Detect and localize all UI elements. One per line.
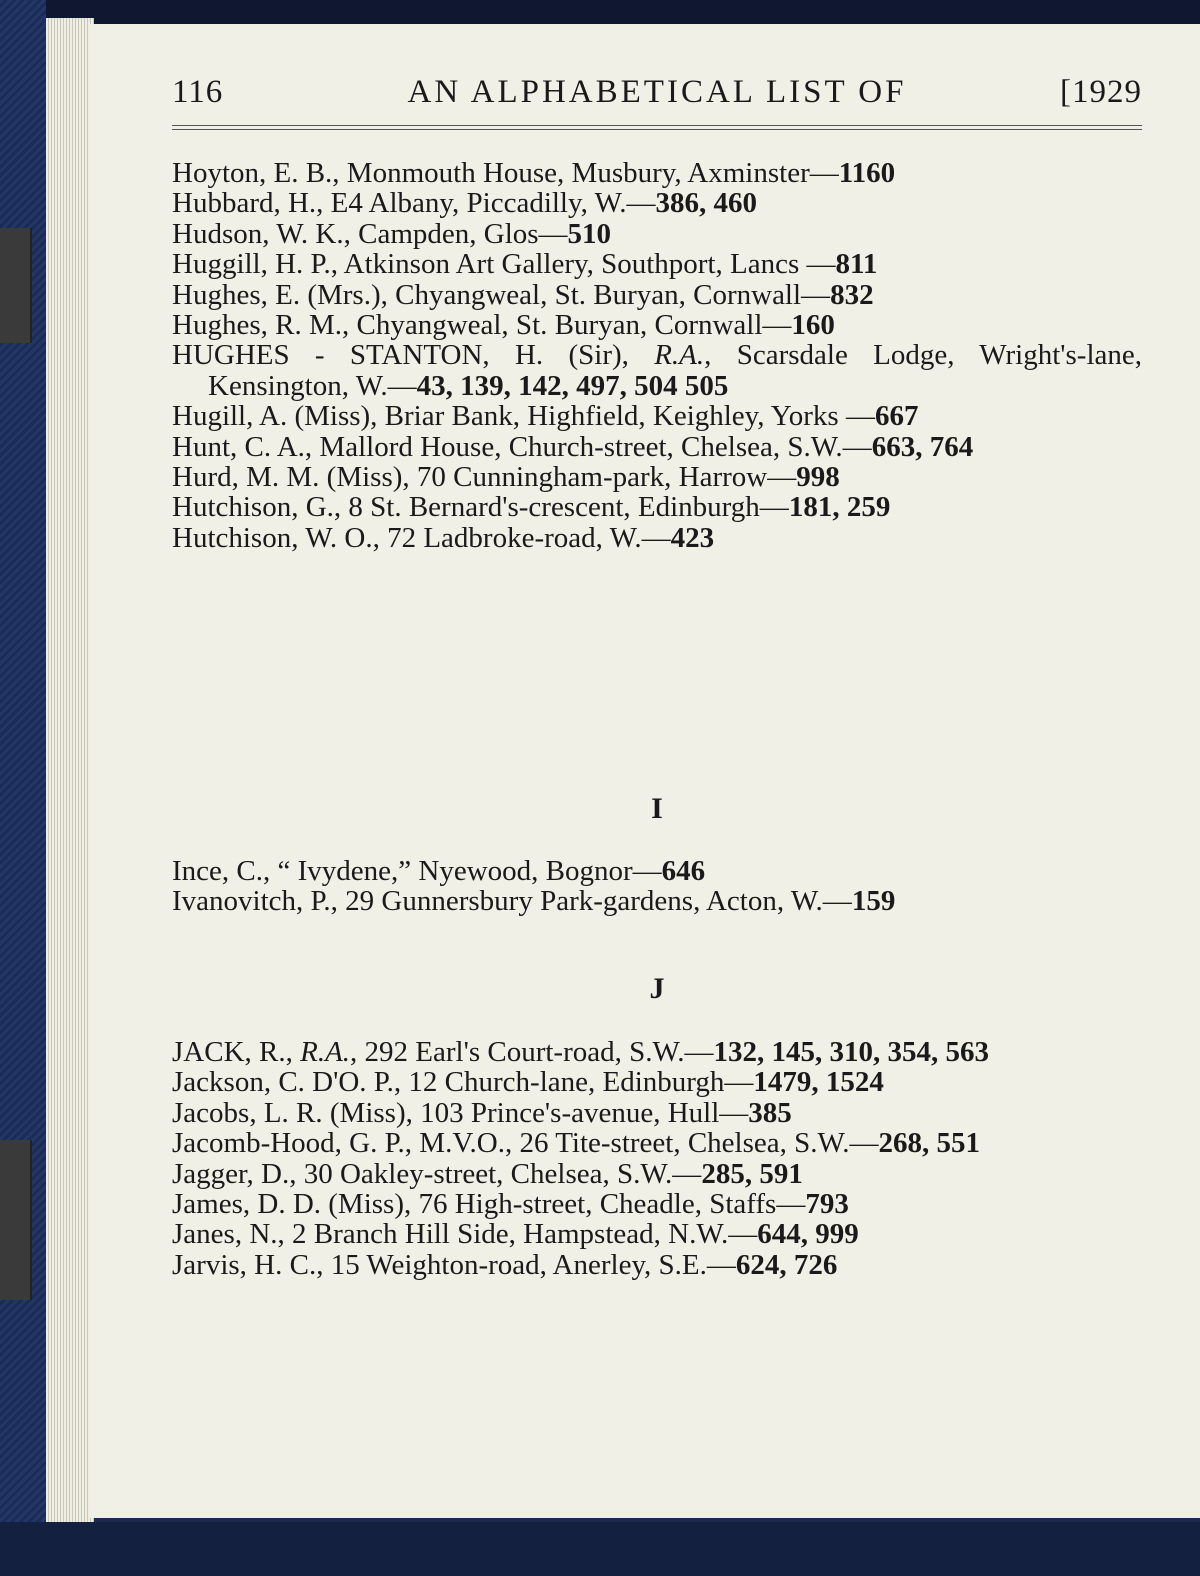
list-item: Hugill, A. (Miss), Briar Bank, Highfield, Keighley, Yorks —667 — [172, 400, 919, 433]
section-heading-j: J — [649, 972, 665, 1005]
list-item: Jacomb-Hood, G. P., M.V.O., 26 Tite-street, Chelsea, S.W.—268, 551 — [172, 1127, 980, 1160]
list-item: Hudson, W. K., Campden, Glos—510 — [172, 217, 612, 250]
section-j-entries — [172, 1037, 1142, 1280]
list-item: HUGHES - STANTON, H. (Sir), R.A., Scarsdale Lodge, Wright's-lane, Kensington, W.—43, 139, 142, 497, 504 505 — [172, 339, 1142, 402]
list-item: Hughes, R. M., Chyangweal, St. Buryan, Cornwall—160 — [172, 309, 835, 342]
list-item: Jackson, C. D'O. P., 12 Church-lane, Edinburgh—1479, 1524 — [172, 1066, 884, 1099]
list-item: Jacobs, L. R. (Miss), 103 Prince's-avenue, Hull—385 — [172, 1096, 792, 1129]
list-item: Jarvis, H. C., 15 Weighton-road, Anerley, S.E.—624, 726 — [172, 1248, 838, 1281]
header-year: [1929 — [1060, 74, 1142, 110]
header-rule — [172, 129, 1142, 130]
header-rule — [172, 125, 1142, 126]
page-edges — [46, 18, 94, 1522]
list-item: Hubbard, H., E4 Albany, Piccadilly, W.—386, 460 — [172, 187, 758, 220]
book-cover-bottom — [0, 1522, 1200, 1576]
list-item: Hughes, E. (Mrs.), Chyangweal, St. Buryan, Cornwall—832 — [172, 278, 874, 311]
list-item: Hoyton, E. B., Monmouth House, Musbury, Axminster—1160 — [172, 157, 896, 189]
page-header — [172, 70, 1142, 120]
list-item: Hurd, M. M. (Miss), 70 Cunningham-park, Harrow—998 — [172, 461, 840, 494]
book-cover-top — [0, 0, 1200, 24]
list-item: Hunt, C. A., Mallord House, Church-street, Chelsea, S.W.—663, 764 — [172, 430, 974, 463]
list-item: Janes, N., 2 Branch Hill Side, Hampstead, N.W.—644, 999 — [172, 1218, 859, 1251]
list-item: Ince, C., “ Ivydene,” Nyewood, Bognor—646 — [172, 855, 706, 887]
page-title: AN ALPHABETICAL LIST OF — [407, 74, 907, 110]
binding-tab — [0, 1140, 32, 1300]
book-page — [90, 24, 1200, 1518]
list-item: James, D. D. (Miss), 76 High-street, Cheadle, Staffs—793 — [172, 1188, 849, 1221]
section-h-entries — [172, 158, 1142, 553]
page-number: 116 — [172, 74, 224, 110]
list-item: Huggill, H. P., Atkinson Art Gallery, Southport, Lancs —811 — [172, 248, 878, 281]
section-heading-i: I — [651, 792, 663, 825]
section-i-entries — [172, 856, 1142, 917]
list-item: Hutchison, G., 8 St. Bernard's-crescent, Edinburgh—181, 259 — [172, 491, 891, 524]
list-item: Hutchison, W. O., 72 Ladbroke-road, W.—423 — [172, 521, 715, 554]
list-item: Ivanovitch, P., 29 Gunnersbury Park-gardens, Acton, W.—159 — [172, 885, 896, 918]
list-item: Jagger, D., 30 Oakley-street, Chelsea, S.W.—285, 591 — [172, 1157, 803, 1190]
binding-tab — [0, 228, 32, 343]
list-item: JACK, R., R.A., 292 Earl's Court-road, S.W.—132, 145, 310, 354, 563 — [172, 1036, 989, 1068]
